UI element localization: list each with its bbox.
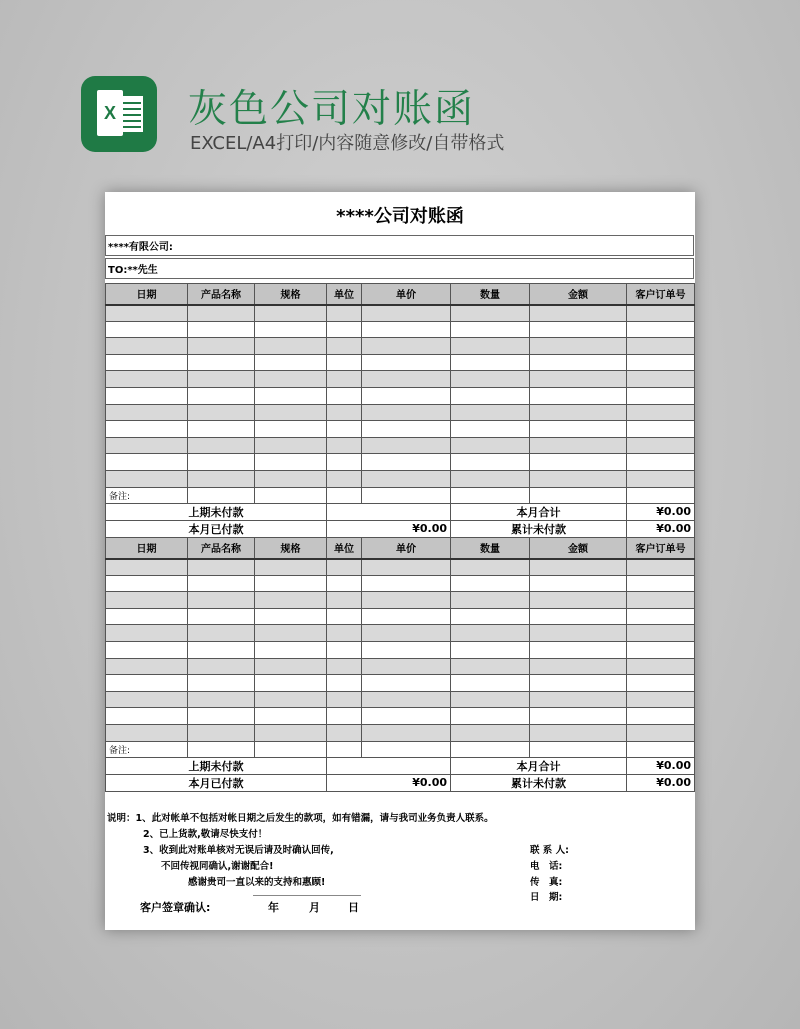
table-cell[interactable] bbox=[627, 559, 695, 576]
table-cell[interactable] bbox=[327, 387, 362, 404]
table-cell[interactable] bbox=[188, 371, 255, 388]
table-cell[interactable] bbox=[255, 608, 327, 625]
column-header: 数量 bbox=[451, 538, 530, 559]
table-cell[interactable] bbox=[188, 387, 255, 404]
table-cell[interactable] bbox=[451, 305, 530, 322]
table-cell[interactable] bbox=[451, 708, 530, 725]
month-label: 月 bbox=[309, 901, 320, 914]
table-cell[interactable] bbox=[255, 559, 327, 576]
note-label: 备注: bbox=[106, 741, 188, 757]
table-cell[interactable] bbox=[327, 741, 362, 757]
table-cell[interactable] bbox=[362, 641, 451, 658]
table-cell[interactable] bbox=[255, 741, 327, 757]
table-cell[interactable] bbox=[188, 724, 255, 741]
table-cell[interactable] bbox=[530, 470, 627, 487]
table-cell[interactable] bbox=[530, 404, 627, 421]
table-cell[interactable] bbox=[188, 575, 255, 592]
table-row bbox=[106, 321, 695, 338]
paid-label: 本月已付款 bbox=[106, 774, 327, 791]
table-cell[interactable] bbox=[530, 592, 627, 609]
table-cell[interactable] bbox=[255, 437, 327, 454]
table-cell[interactable] bbox=[362, 487, 451, 503]
table-cell[interactable] bbox=[106, 708, 188, 725]
table-cell[interactable] bbox=[106, 437, 188, 454]
table-cell[interactable] bbox=[451, 371, 530, 388]
table-cell[interactable] bbox=[530, 487, 627, 503]
banner-subtitle: EXCEL/A4打印/内容随意修改/自带格式 bbox=[190, 133, 505, 154]
table-cell[interactable] bbox=[362, 454, 451, 471]
table-cell[interactable] bbox=[451, 592, 530, 609]
table-cell[interactable] bbox=[627, 708, 695, 725]
note-1: 说明：1、此对帐单不包括对帐日期之后发生的款项，如有错漏，请与我司业务负责人联系。 bbox=[107, 813, 494, 824]
table-cell[interactable] bbox=[188, 675, 255, 692]
table-cell[interactable] bbox=[530, 708, 627, 725]
date-label: 日 期: bbox=[530, 892, 563, 903]
column-header: 单价 bbox=[362, 284, 451, 305]
table-row bbox=[106, 338, 695, 355]
table-cell[interactable] bbox=[451, 454, 530, 471]
table-row bbox=[106, 470, 695, 487]
table-cell[interactable] bbox=[106, 675, 188, 692]
table-cell[interactable] bbox=[627, 691, 695, 708]
table-cell[interactable] bbox=[188, 421, 255, 438]
table-cell[interactable] bbox=[530, 437, 627, 454]
table-cell[interactable] bbox=[188, 658, 255, 675]
table-cell[interactable] bbox=[327, 454, 362, 471]
table-cell[interactable] bbox=[106, 691, 188, 708]
table-cell[interactable] bbox=[255, 658, 327, 675]
table-cell[interactable] bbox=[627, 724, 695, 741]
table-cell[interactable] bbox=[451, 724, 530, 741]
table-cell[interactable] bbox=[627, 371, 695, 388]
table-cell[interactable] bbox=[451, 559, 530, 576]
table-cell[interactable] bbox=[530, 338, 627, 355]
table-cell[interactable] bbox=[255, 371, 327, 388]
year-label: 年 bbox=[268, 901, 279, 914]
table-cell[interactable] bbox=[362, 575, 451, 592]
statement-sheet bbox=[105, 192, 695, 930]
table-cell[interactable] bbox=[255, 354, 327, 371]
table-cell[interactable] bbox=[451, 387, 530, 404]
cum-unpaid-value: ¥0.00 bbox=[627, 520, 695, 537]
table-cell[interactable] bbox=[530, 658, 627, 675]
table-row bbox=[106, 625, 695, 642]
banner-title: 灰色公司对账函 bbox=[188, 87, 476, 132]
sign-label: 客户签章确认: bbox=[140, 901, 211, 914]
table-cell[interactable] bbox=[106, 305, 188, 322]
table-cell[interactable] bbox=[362, 592, 451, 609]
table-cell[interactable] bbox=[530, 354, 627, 371]
table-cell[interactable] bbox=[627, 470, 695, 487]
table-cell[interactable] bbox=[627, 608, 695, 625]
table-cell[interactable] bbox=[451, 641, 530, 658]
table-cell[interactable] bbox=[451, 608, 530, 625]
table-cell[interactable] bbox=[327, 691, 362, 708]
table-cell[interactable] bbox=[627, 741, 695, 757]
table-cell[interactable] bbox=[188, 641, 255, 658]
table-cell[interactable] bbox=[188, 487, 255, 503]
table-cell[interactable] bbox=[327, 724, 362, 741]
table-cell[interactable] bbox=[188, 454, 255, 471]
table-cell[interactable] bbox=[362, 305, 451, 322]
column-header: 数量 bbox=[451, 284, 530, 305]
table-row bbox=[106, 675, 695, 692]
table-cell[interactable] bbox=[188, 559, 255, 576]
summary-row bbox=[106, 520, 695, 537]
table-cell[interactable] bbox=[188, 691, 255, 708]
column-header: 客户订单号 bbox=[627, 284, 695, 305]
table-cell[interactable] bbox=[530, 625, 627, 642]
table-cell[interactable] bbox=[106, 354, 188, 371]
note-row bbox=[106, 487, 695, 503]
note-4: 不回传视同确认,谢谢配合! bbox=[161, 861, 274, 872]
statement-table-2 bbox=[105, 537, 695, 792]
table-cell[interactable] bbox=[627, 487, 695, 503]
table-cell[interactable] bbox=[188, 741, 255, 757]
table-cell[interactable] bbox=[530, 387, 627, 404]
table-cell[interactable] bbox=[327, 675, 362, 692]
table-cell[interactable] bbox=[106, 421, 188, 438]
table-cell[interactable] bbox=[188, 625, 255, 642]
table-cell[interactable] bbox=[255, 387, 327, 404]
table-cell[interactable] bbox=[362, 708, 451, 725]
table-row bbox=[106, 421, 695, 438]
table-cell[interactable] bbox=[327, 305, 362, 322]
month-total-label: 本月合计 bbox=[451, 503, 627, 520]
table-header bbox=[106, 284, 695, 305]
table-cell[interactable] bbox=[255, 421, 327, 438]
table-cell[interactable] bbox=[255, 691, 327, 708]
table-cell[interactable] bbox=[627, 321, 695, 338]
note-3: 3、收到此对账单核对无误后请及时确认回传, bbox=[143, 845, 334, 856]
table-row bbox=[106, 724, 695, 741]
table-cell[interactable] bbox=[451, 691, 530, 708]
table-cell[interactable] bbox=[327, 487, 362, 503]
sheet-title: ****公司对账函 bbox=[336, 206, 464, 227]
table-cell[interactable] bbox=[255, 625, 327, 642]
table-cell[interactable] bbox=[362, 404, 451, 421]
table-cell[interactable] bbox=[106, 641, 188, 658]
table-cell[interactable] bbox=[188, 404, 255, 421]
table-cell[interactable] bbox=[451, 404, 530, 421]
table-row bbox=[106, 305, 695, 322]
column-header: 单价 bbox=[362, 538, 451, 559]
table-cell[interactable] bbox=[327, 338, 362, 355]
column-header: 产品名称 bbox=[188, 284, 255, 305]
table-cell[interactable] bbox=[327, 708, 362, 725]
table-cell[interactable] bbox=[188, 470, 255, 487]
table-row bbox=[106, 404, 695, 421]
table-header bbox=[106, 538, 695, 559]
table-cell[interactable] bbox=[188, 437, 255, 454]
phone-label: 电 话: bbox=[530, 861, 563, 872]
table-cell[interactable] bbox=[362, 371, 451, 388]
table-cell[interactable] bbox=[188, 608, 255, 625]
table-cell[interactable] bbox=[327, 641, 362, 658]
table-cell[interactable] bbox=[106, 608, 188, 625]
table-cell[interactable] bbox=[627, 387, 695, 404]
column-header: 规格 bbox=[255, 284, 327, 305]
table-cell[interactable] bbox=[627, 658, 695, 675]
table-cell[interactable] bbox=[362, 691, 451, 708]
table-cell[interactable] bbox=[255, 675, 327, 692]
table-cell[interactable] bbox=[327, 592, 362, 609]
table-cell[interactable] bbox=[627, 575, 695, 592]
table-row bbox=[106, 354, 695, 371]
table-row bbox=[106, 454, 695, 471]
table-cell[interactable] bbox=[530, 675, 627, 692]
table-row bbox=[106, 371, 695, 388]
column-header: 单位 bbox=[327, 538, 362, 559]
table-cell[interactable] bbox=[255, 575, 327, 592]
table-cell[interactable] bbox=[362, 608, 451, 625]
column-header: 日期 bbox=[106, 538, 188, 559]
prev-unpaid-label: 上期未付款 bbox=[106, 757, 327, 774]
note-row bbox=[106, 741, 695, 757]
table-cell[interactable] bbox=[327, 575, 362, 592]
table-cell[interactable] bbox=[255, 321, 327, 338]
table-row bbox=[106, 691, 695, 708]
table-row bbox=[106, 641, 695, 658]
table-cell[interactable] bbox=[255, 305, 327, 322]
prev-unpaid-value bbox=[327, 503, 451, 520]
table-cell[interactable] bbox=[327, 658, 362, 675]
column-header: 单位 bbox=[327, 284, 362, 305]
table-cell[interactable] bbox=[327, 437, 362, 454]
table-cell[interactable] bbox=[362, 470, 451, 487]
table-cell[interactable] bbox=[188, 592, 255, 609]
table-cell[interactable] bbox=[451, 487, 530, 503]
table-cell[interactable] bbox=[362, 354, 451, 371]
table-cell[interactable] bbox=[255, 404, 327, 421]
table-row bbox=[106, 658, 695, 675]
table-cell[interactable] bbox=[106, 559, 188, 576]
table-cell[interactable] bbox=[451, 354, 530, 371]
summary-row bbox=[106, 774, 695, 791]
table-cell[interactable] bbox=[451, 658, 530, 675]
table-row bbox=[106, 559, 695, 576]
note-5: 感谢贵司一直以来的支持和惠顾! bbox=[188, 877, 326, 888]
table-cell[interactable] bbox=[530, 371, 627, 388]
table-cell[interactable] bbox=[362, 421, 451, 438]
column-header: 规格 bbox=[255, 538, 327, 559]
table-cell[interactable] bbox=[627, 641, 695, 658]
excel-logo-icon: X bbox=[81, 76, 157, 152]
table-cell[interactable] bbox=[188, 305, 255, 322]
table-cell[interactable] bbox=[327, 470, 362, 487]
statement-table-1 bbox=[105, 283, 695, 538]
table-cell[interactable] bbox=[106, 321, 188, 338]
fax-label: 传 真: bbox=[530, 877, 563, 888]
table-cell[interactable] bbox=[106, 724, 188, 741]
table-cell[interactable] bbox=[362, 658, 451, 675]
cum-unpaid-value: ¥0.00 bbox=[627, 774, 695, 791]
table-cell[interactable] bbox=[106, 658, 188, 675]
table-cell[interactable] bbox=[255, 338, 327, 355]
table-cell[interactable] bbox=[530, 421, 627, 438]
table-cell[interactable] bbox=[188, 338, 255, 355]
table-cell[interactable] bbox=[627, 354, 695, 371]
table-cell[interactable] bbox=[362, 387, 451, 404]
table-row bbox=[106, 592, 695, 609]
table-row bbox=[106, 575, 695, 592]
month-total-value: ¥0.00 bbox=[627, 757, 695, 774]
table-cell[interactable] bbox=[106, 454, 188, 471]
table-cell[interactable] bbox=[327, 559, 362, 576]
table-cell[interactable] bbox=[530, 691, 627, 708]
table-cell[interactable] bbox=[627, 421, 695, 438]
table-cell[interactable] bbox=[451, 675, 530, 692]
table-cell[interactable] bbox=[627, 338, 695, 355]
cum-unpaid-label: 累计未付款 bbox=[451, 520, 627, 537]
table-cell[interactable] bbox=[106, 625, 188, 642]
table-cell[interactable] bbox=[188, 354, 255, 371]
table-cell[interactable] bbox=[362, 675, 451, 692]
column-header: 产品名称 bbox=[188, 538, 255, 559]
table-cell[interactable] bbox=[451, 575, 530, 592]
table-cell[interactable] bbox=[255, 724, 327, 741]
table-cell[interactable] bbox=[106, 387, 188, 404]
table-cell[interactable] bbox=[451, 470, 530, 487]
table-cell[interactable] bbox=[530, 641, 627, 658]
table-cell[interactable] bbox=[362, 321, 451, 338]
table-cell[interactable] bbox=[627, 454, 695, 471]
summary-row bbox=[106, 503, 695, 520]
table-cell[interactable] bbox=[255, 470, 327, 487]
paid-label: 本月已付款 bbox=[106, 520, 327, 537]
signature-line bbox=[253, 895, 361, 896]
column-header: 客户订单号 bbox=[627, 538, 695, 559]
table-cell[interactable] bbox=[530, 454, 627, 471]
table-cell[interactable] bbox=[530, 559, 627, 576]
table-row bbox=[106, 387, 695, 404]
table-cell[interactable] bbox=[627, 625, 695, 642]
month-total-value: ¥0.00 bbox=[627, 503, 695, 520]
contact-person-label: 联 系 人: bbox=[530, 845, 569, 856]
table-cell[interactable] bbox=[362, 437, 451, 454]
paid-value: ¥0.00 bbox=[327, 774, 451, 791]
table-row bbox=[106, 708, 695, 725]
table-cell[interactable] bbox=[530, 741, 627, 757]
table-cell[interactable] bbox=[327, 404, 362, 421]
note-label: 备注: bbox=[106, 487, 188, 503]
table-cell[interactable] bbox=[362, 724, 451, 741]
table-cell[interactable] bbox=[530, 321, 627, 338]
column-header: 日期 bbox=[106, 284, 188, 305]
table-cell[interactable] bbox=[627, 675, 695, 692]
table-cell[interactable] bbox=[106, 371, 188, 388]
table-cell[interactable] bbox=[530, 608, 627, 625]
table-cell[interactable] bbox=[362, 741, 451, 757]
table-cell[interactable] bbox=[530, 575, 627, 592]
table-cell[interactable] bbox=[451, 741, 530, 757]
table-cell[interactable] bbox=[327, 625, 362, 642]
table-cell[interactable] bbox=[451, 321, 530, 338]
paid-value: ¥0.00 bbox=[327, 520, 451, 537]
column-header: 金额 bbox=[530, 538, 627, 559]
table-cell[interactable] bbox=[327, 608, 362, 625]
table-cell[interactable] bbox=[188, 321, 255, 338]
cum-unpaid-label: 累计未付款 bbox=[451, 774, 627, 791]
table-cell[interactable] bbox=[451, 421, 530, 438]
table-cell[interactable] bbox=[188, 708, 255, 725]
column-header: 金额 bbox=[530, 284, 627, 305]
table-cell[interactable] bbox=[327, 354, 362, 371]
table-cell[interactable] bbox=[106, 404, 188, 421]
table-cell[interactable] bbox=[327, 421, 362, 438]
table-row bbox=[106, 608, 695, 625]
table-cell[interactable] bbox=[106, 575, 188, 592]
table-cell[interactable] bbox=[106, 338, 188, 355]
recipient-field: TO:**先生 bbox=[105, 258, 694, 279]
table-cell[interactable] bbox=[327, 371, 362, 388]
table-cell[interactable] bbox=[451, 338, 530, 355]
table-cell[interactable] bbox=[451, 625, 530, 642]
prev-unpaid-value bbox=[327, 757, 451, 774]
table-cell[interactable] bbox=[627, 592, 695, 609]
table-row bbox=[106, 437, 695, 454]
table-cell[interactable] bbox=[627, 404, 695, 421]
note-2: 2、已上货款,敬请尽快支付！ bbox=[143, 829, 268, 840]
table-cell[interactable] bbox=[627, 437, 695, 454]
table-cell[interactable] bbox=[255, 708, 327, 725]
table-cell[interactable] bbox=[451, 437, 530, 454]
table-cell[interactable] bbox=[106, 592, 188, 609]
table-cell[interactable] bbox=[255, 641, 327, 658]
day-label: 日 bbox=[348, 901, 359, 914]
table-cell[interactable] bbox=[327, 321, 362, 338]
month-total-label: 本月合计 bbox=[451, 757, 627, 774]
table-cell[interactable] bbox=[530, 305, 627, 322]
table-cell[interactable] bbox=[255, 592, 327, 609]
table-cell[interactable] bbox=[362, 559, 451, 576]
table-cell[interactable] bbox=[362, 625, 451, 642]
table-cell[interactable] bbox=[530, 724, 627, 741]
table-cell[interactable] bbox=[362, 338, 451, 355]
prev-unpaid-label: 上期未付款 bbox=[106, 503, 327, 520]
table-cell[interactable] bbox=[106, 470, 188, 487]
company-field: ****有限公司: bbox=[105, 235, 694, 256]
table-cell[interactable] bbox=[627, 305, 695, 322]
summary-row bbox=[106, 757, 695, 774]
table-cell[interactable] bbox=[255, 487, 327, 503]
table-cell[interactable] bbox=[255, 454, 327, 471]
